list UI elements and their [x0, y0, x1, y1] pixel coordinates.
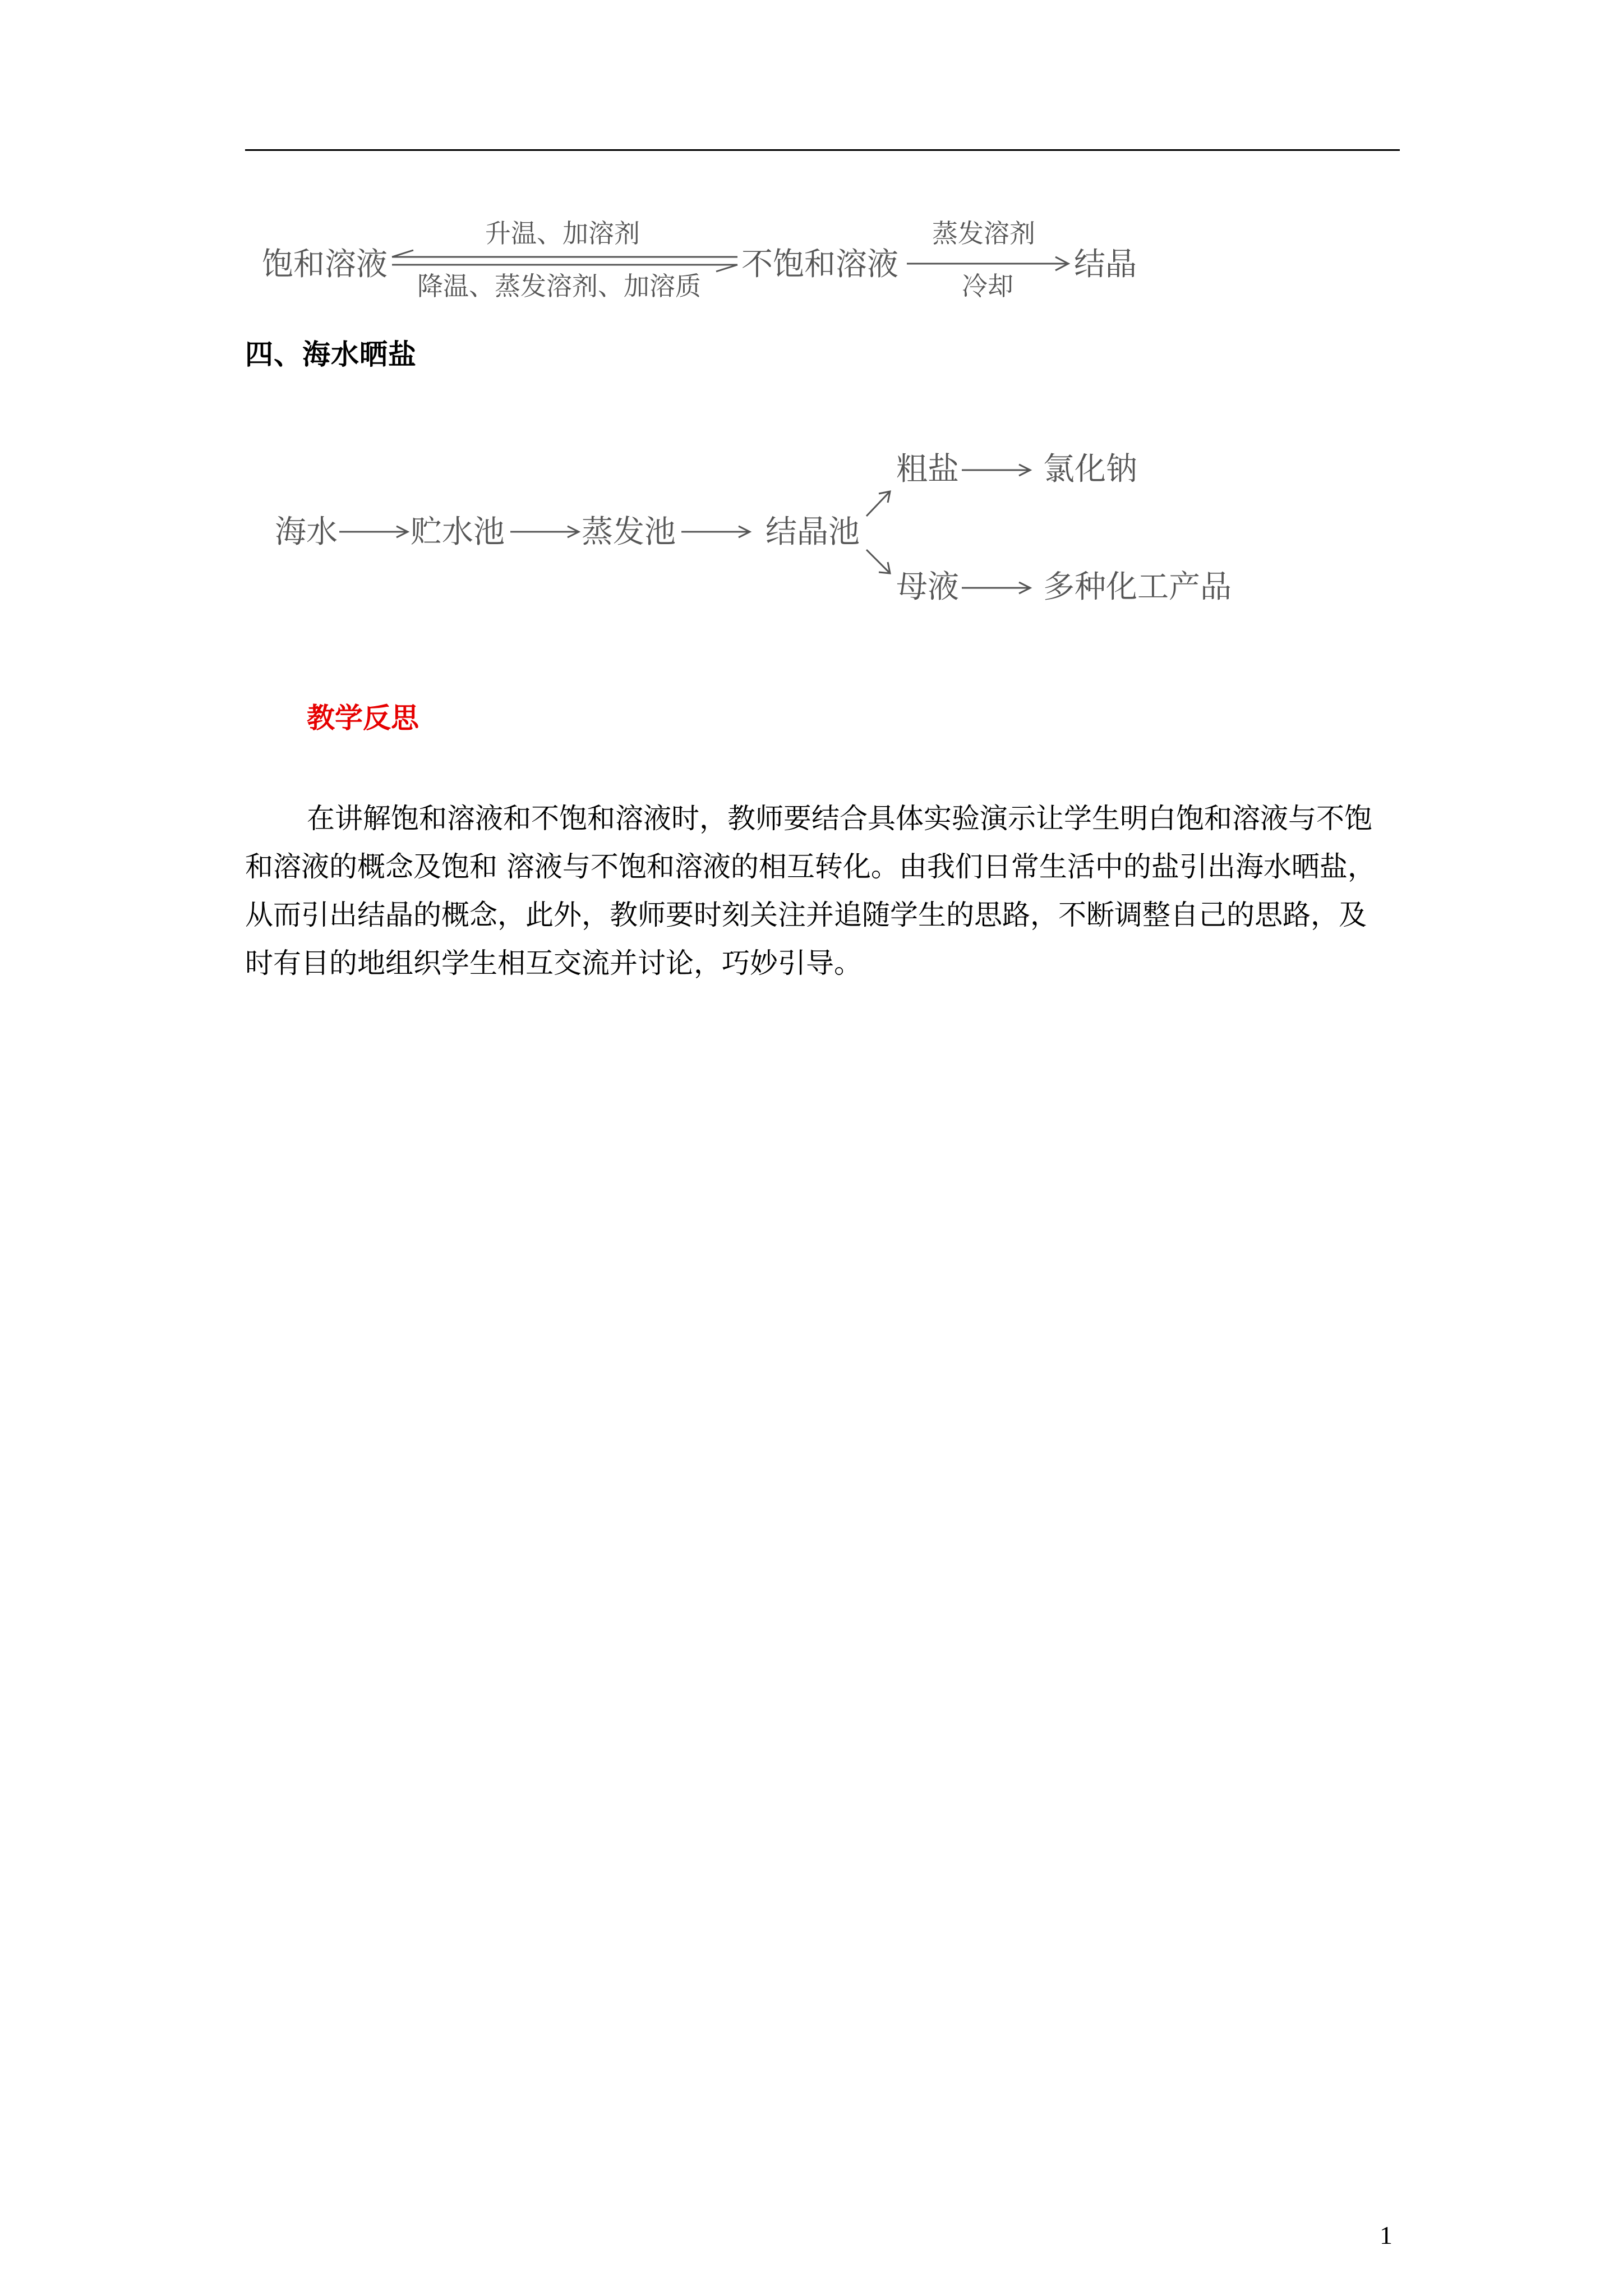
forward-arrow-head — [716, 265, 737, 272]
paragraph-line: 在讲解饱和溶液和不饱和溶液时，教师要结合具体实验演示让学生明白饱和溶液与不饱 — [307, 802, 1372, 835]
paragraph-line: 和溶液的概念及饱和 溶液与不饱和溶液的相互转化。由我们日常生活中的盐引出海水晒盐， — [245, 850, 1376, 883]
paragraph-line: 从而引出结晶的概念，此外，教师要时刻关注并追随学生的思路，不断调整自己的思路，及 — [245, 899, 1367, 931]
crystallization-pool-label: 结晶池 — [766, 514, 860, 550]
chemical-products-label: 多种化工产品 — [1043, 569, 1232, 605]
unsaturated-label: 不饱和溶液 — [741, 246, 898, 283]
reverse-arrow-head — [392, 250, 413, 257]
crystal-condition-top: 蒸发溶剂 — [932, 218, 1035, 249]
crude-salt-label: 粗盐 — [896, 451, 959, 487]
crystal-condition-bottom: 冷却 — [962, 271, 1013, 301]
forward-condition: 升温、加溶剂 — [485, 218, 640, 249]
saturated-label: 饱和溶液 — [262, 246, 388, 283]
header-rule — [245, 149, 1400, 151]
evaporation-pool-label: 蒸发池 — [582, 514, 676, 550]
seawater-label: 海水 — [275, 514, 338, 550]
section-heading: 四、海水晒盐 — [245, 338, 417, 371]
sea-salt-process-diagram — [264, 438, 1273, 623]
sodium-chloride-label: 氯化钠 — [1043, 451, 1137, 487]
crystal-label: 结晶 — [1074, 246, 1137, 283]
storage-pool-label: 贮水池 — [411, 514, 505, 550]
reverse-condition: 降温、蒸发溶剂、加溶质 — [417, 271, 701, 301]
reflection-title: 教学反思 — [307, 702, 419, 734]
page-number: 1 — [1380, 2221, 1393, 2249]
reflection-paragraph — [245, 794, 1400, 987]
solution-conversion-diagram — [245, 213, 1198, 314]
paragraph-line: 时有目的地组织学生相互交流并讨论，巧妙引导。 — [245, 947, 862, 979]
mother-liquor-label: 母液 — [896, 569, 959, 605]
